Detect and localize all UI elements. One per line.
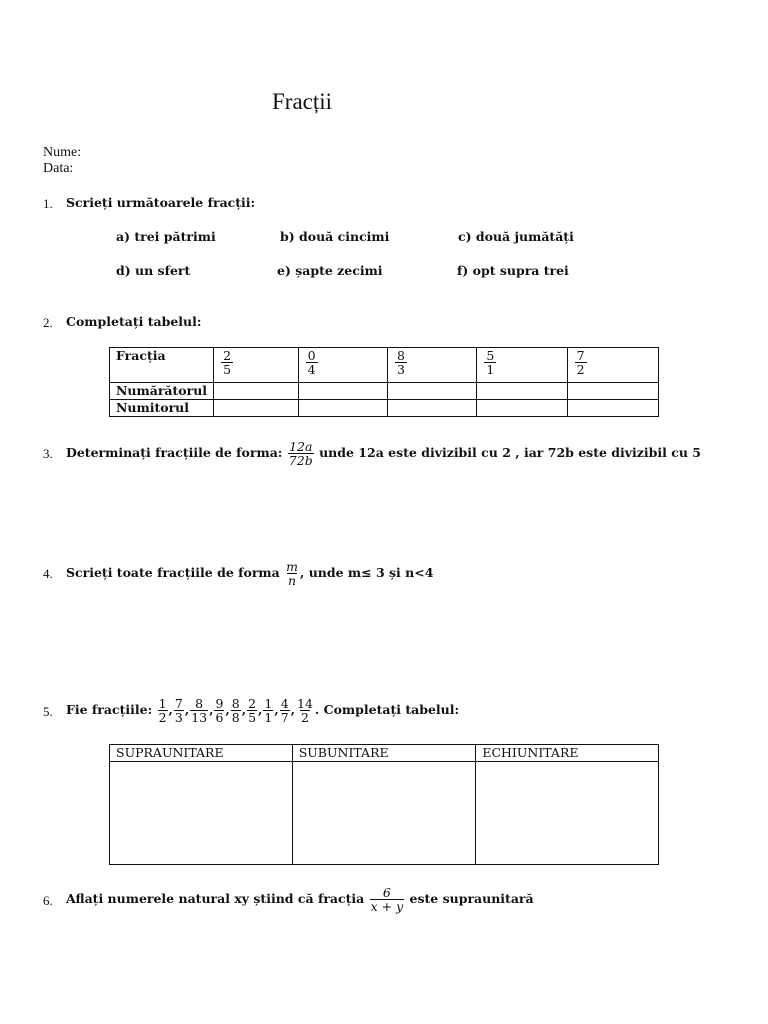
table-row (110, 745, 659, 762)
fractions-table (109, 347, 659, 417)
numerator: 0 (307, 348, 316, 363)
fraction (263, 697, 273, 724)
question-6-text-after: este supraunitară (409, 891, 534, 906)
q1-item-b: b) două cincimi (280, 229, 390, 244)
answer-cell[interactable] (214, 383, 299, 400)
numerator: 1 (264, 696, 273, 711)
fraction (221, 349, 233, 376)
numerator: 12a (289, 439, 313, 454)
fraction-12a-72b (288, 440, 314, 467)
answer-cell[interactable] (298, 400, 387, 417)
fraction (247, 697, 257, 724)
row-label-fraction: Fracția (110, 348, 214, 383)
denominator: 3 (174, 710, 183, 725)
question-3-text-before: Determinați fracțiile de forma: (66, 445, 283, 460)
q1-item-e: e) șapte zecimi (277, 263, 383, 278)
answer-cell[interactable] (387, 400, 476, 417)
denominator: 2 (300, 710, 309, 725)
table-row (110, 383, 659, 400)
question-2-number: 2. (43, 315, 53, 330)
question-4-text (66, 554, 433, 592)
denominator: 5 (248, 710, 257, 725)
question-6-number: 6. (43, 893, 53, 908)
answer-cell[interactable] (567, 383, 658, 400)
question-5-text-after: . Completați tabelul: (314, 702, 460, 717)
q1-item-c: c) două jumătăți (458, 229, 574, 244)
numerator: 7 (576, 348, 585, 363)
question-3-number: 3. (43, 446, 53, 461)
answer-cell[interactable] (214, 400, 299, 417)
question-4-text-after: , unde m≤ 3 și n<4 (299, 565, 434, 580)
fraction (214, 697, 224, 724)
answer-cell[interactable] (476, 762, 659, 865)
fraction (296, 697, 314, 724)
fraction (231, 697, 241, 724)
table-row (110, 400, 659, 417)
fraction (484, 349, 496, 376)
question-5-text-before: Fie fracțiile: (66, 702, 153, 717)
table-row (110, 762, 659, 865)
q1-item-a: a) trei pătrimi (116, 229, 216, 244)
fraction (306, 349, 318, 376)
question-6-text-before: Aflați numerele natural xy știind că fracția (66, 891, 365, 906)
classification-table (109, 744, 659, 865)
numerator: 2 (248, 696, 257, 711)
date-label: Data: (43, 161, 74, 176)
fraction (575, 349, 587, 376)
answer-cell[interactable] (477, 400, 567, 417)
fraction-cell (567, 348, 658, 383)
fraction-cell (387, 348, 476, 383)
fraction-m-n (285, 560, 299, 587)
numerator: 9 (215, 696, 224, 711)
denominator: 13 (191, 710, 208, 725)
denominator: 2 (576, 362, 585, 377)
q1-item-d: d) un sfert (116, 263, 191, 278)
fraction (190, 697, 208, 724)
answer-cell[interactable] (298, 383, 387, 400)
fraction (395, 349, 407, 376)
numerator: 1 (158, 696, 167, 711)
header-echiunitare: ECHIUNITARE (476, 745, 659, 762)
numerator: m (286, 559, 298, 574)
question-2-text: Completați tabelul: (66, 314, 202, 329)
numerator: 7 (174, 696, 183, 711)
denominator: 6 (215, 710, 224, 725)
denominator: 8 (231, 710, 240, 725)
fraction-cell (477, 348, 567, 383)
fraction-cell (298, 348, 387, 383)
denominator: 72b (288, 453, 313, 468)
q1-item-f: f) opt supra trei (457, 263, 569, 278)
fraction (158, 697, 168, 724)
numerator: 6 (382, 885, 391, 900)
fraction (280, 697, 290, 724)
header-supraunitare: SUPRAUNITARE (110, 745, 293, 762)
table-row (110, 348, 659, 383)
denominator: 2 (158, 710, 167, 725)
numerator: 5 (486, 348, 495, 363)
numerator: 14 (297, 696, 313, 711)
denominator: x + y (370, 899, 404, 914)
question-1-text: Scrieți următoarele fracții: (66, 195, 256, 210)
fraction-cell (214, 348, 299, 383)
page-title: Fracții (272, 89, 333, 114)
answer-cell[interactable] (387, 383, 476, 400)
denominator: n (288, 573, 297, 588)
denominator: 4 (307, 362, 316, 377)
question-3-text-after: unde 12a este divizibil cu 2 , iar 72b este divizibil cu 5 (319, 445, 701, 460)
header-subunitare: SUBUNITARE (292, 745, 476, 762)
name-label: Nume: (43, 145, 82, 160)
denominator: 1 (264, 710, 273, 725)
numerator: 8 (231, 696, 240, 711)
numerator: 4 (280, 696, 289, 711)
numerator: 8 (396, 348, 405, 363)
denominator: 3 (396, 362, 405, 377)
question-1-number: 1. (43, 196, 53, 211)
denominator: 7 (280, 710, 289, 725)
answer-cell[interactable] (477, 383, 567, 400)
fraction (174, 697, 184, 724)
numerator: 8 (195, 696, 204, 711)
numerator: 2 (223, 348, 232, 363)
question-4-number: 4. (43, 566, 53, 581)
question-5-text: Fie fracțiile: $\frac{1}{2}$ , $\frac{7}{3}$ , $\frac{8}{13}$ , $\frac{9}{6}$ , $\frac{8}{8}$ , $\frac{2}{5}$ , $\frac{1}{1}$ , $\frac{4}{7}$ , $\frac{14}{2}$ . Completați tabelul: (66, 696, 460, 725)
fraction-6-x-plus-y (370, 886, 405, 913)
question-6-text (66, 880, 534, 918)
question-5-number: 5. (43, 704, 53, 719)
answer-cell[interactable] (567, 400, 658, 417)
denominator: 1 (486, 362, 495, 377)
answer-cell[interactable] (292, 762, 476, 865)
question-3-text (66, 434, 701, 472)
denominator: 5 (223, 362, 232, 377)
question-4-text-before: Scrieți toate fracțiile de forma (66, 565, 280, 580)
answer-cell[interactable] (110, 762, 293, 865)
row-label-numerator: Numărătorul (110, 383, 214, 400)
row-label-denominator: Numitorul (110, 400, 214, 417)
